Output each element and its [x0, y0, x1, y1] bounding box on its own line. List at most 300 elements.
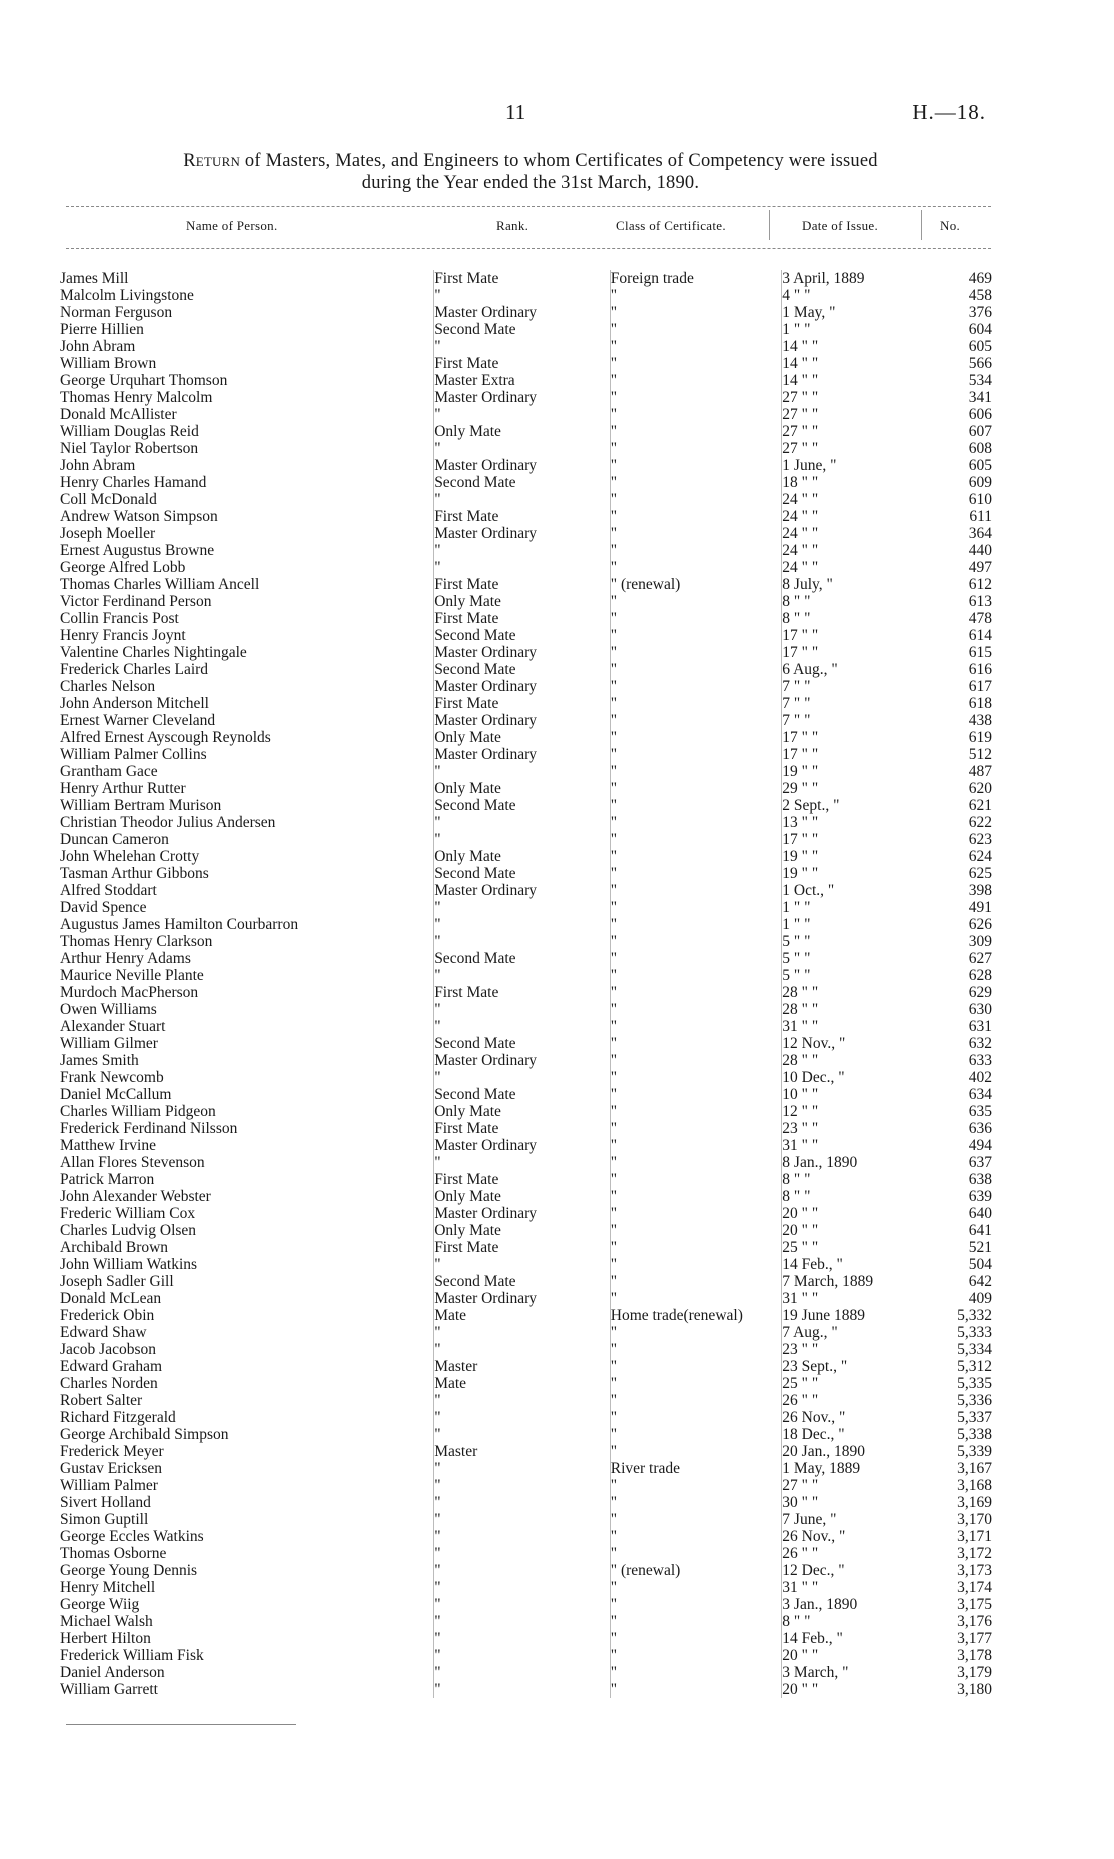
- cell-no: 624: [968, 848, 992, 865]
- cell-rank: Master: [434, 1443, 611, 1460]
- table-row: [60, 1103, 992, 1120]
- cell-rank: ": [434, 933, 611, 950]
- cell-name: Joseph Moeller: [60, 525, 156, 542]
- cell-date: 24 " ": [782, 525, 933, 542]
- cell-no: 628: [968, 967, 992, 984]
- cell-name: Henry Mitchell: [60, 1579, 156, 1596]
- cell-name: Michael Walsh: [60, 1613, 153, 1630]
- cell-rank: Second Mate: [434, 1086, 611, 1103]
- cell-rank: Master: [434, 1358, 611, 1375]
- cell-rank: ": [434, 406, 611, 423]
- table-row: [60, 1307, 992, 1324]
- cell-rank: ": [434, 1664, 611, 1681]
- table-row: [60, 848, 992, 865]
- cell-rank: ": [434, 1069, 611, 1086]
- cell-cls: ": [610, 1086, 782, 1103]
- cell-name: William Palmer Collins: [60, 746, 207, 763]
- cell-date: 20 " ": [782, 1222, 933, 1239]
- cell-cls: ": [610, 1035, 782, 1052]
- cell-cls: ": [610, 950, 782, 967]
- cell-cls: ": [610, 610, 782, 627]
- cell-no: 3,175: [957, 1596, 992, 1613]
- cell-name: John Abram: [60, 338, 136, 355]
- cell-rank: Only Mate: [434, 1103, 611, 1120]
- cell-cls: ": [610, 712, 782, 729]
- title-line2: during the Year ended the 31st March, 1890.: [361, 173, 700, 193]
- cell-date: 2 Sept., ": [782, 797, 933, 814]
- table-row: [60, 287, 992, 304]
- cell-no: 521: [968, 1239, 992, 1256]
- cell-cls: ": [610, 1664, 782, 1681]
- cell-rank: ": [434, 1562, 611, 1579]
- table-row: [60, 406, 992, 423]
- cell-cls: ": [610, 1426, 782, 1443]
- cell-name: Malcolm Livingstone: [60, 287, 194, 304]
- cell-name: John William Watkins: [60, 1256, 198, 1273]
- cell-date: 1 June, ": [782, 457, 933, 474]
- table-row: [60, 491, 992, 508]
- cell-cls: ": [610, 593, 782, 610]
- cell-rank: Master Ordinary: [434, 882, 611, 899]
- cell-cls: " (renewal): [610, 576, 782, 593]
- cell-no: 611: [969, 508, 992, 525]
- cell-rank: Master Ordinary: [434, 746, 611, 763]
- cell-name: Owen Williams: [60, 1001, 157, 1018]
- cell-no: 609: [968, 474, 992, 491]
- cell-no: 626: [968, 916, 992, 933]
- cell-date: 26 " ": [782, 1545, 933, 1562]
- cell-rank: ": [434, 814, 611, 831]
- cell-rank: ": [434, 1494, 611, 1511]
- cell-name: James Smith: [60, 1052, 139, 1069]
- cell-date: 17 " ": [782, 627, 933, 644]
- cell-rank: ": [434, 1596, 611, 1613]
- table-row: [60, 1528, 992, 1545]
- cell-date: 6 Aug., ": [782, 661, 933, 678]
- cell-date: 31 " ": [782, 1579, 933, 1596]
- table-row: [60, 525, 992, 542]
- cell-name: Andrew Watson Simpson: [60, 508, 218, 525]
- cell-rank: ": [434, 1613, 611, 1630]
- cell-cls: ": [610, 848, 782, 865]
- cell-date: 17 " ": [782, 831, 933, 848]
- cell-no: 478: [968, 610, 992, 627]
- cell-rank: First Mate: [434, 576, 611, 593]
- cell-rank: ": [434, 491, 611, 508]
- cell-no: 632: [968, 1035, 992, 1052]
- cell-date: 7 " ": [782, 712, 933, 729]
- cell-cls: ": [610, 1052, 782, 1069]
- table-row: [60, 1324, 992, 1341]
- cell-date: 23 " ": [782, 1341, 933, 1358]
- cell-cls: " (renewal): [610, 1562, 782, 1579]
- cell-no: 3,177: [957, 1630, 992, 1647]
- table-row: [60, 678, 992, 695]
- cell-cls: ": [610, 814, 782, 831]
- cell-rank: First Mate: [434, 695, 611, 712]
- table-row: [60, 593, 992, 610]
- table-row: [60, 1239, 992, 1256]
- table-row: [60, 1545, 992, 1562]
- cell-name: Charles Norden: [60, 1375, 158, 1392]
- table-row: [60, 1341, 992, 1358]
- table-row: [60, 763, 992, 780]
- cell-name: Murdoch MacPherson: [60, 984, 199, 1001]
- table-row: [60, 1511, 992, 1528]
- cell-cls: ": [610, 746, 782, 763]
- cell-no: 3,167: [957, 1460, 992, 1477]
- cell-cls: ": [610, 491, 782, 508]
- cell-name: William Gilmer: [60, 1035, 158, 1052]
- cell-no: 376: [968, 304, 992, 321]
- cell-no: 3,176: [957, 1613, 992, 1630]
- table-row: [60, 1630, 992, 1647]
- cell-date: 26 " ": [782, 1392, 933, 1409]
- cell-rank: Master Ordinary: [434, 678, 611, 695]
- cell-name: Charles William Pidgeon: [60, 1103, 216, 1120]
- cell-rank: ": [434, 899, 611, 916]
- cell-rank: ": [434, 1647, 611, 1664]
- cell-date: 1 May, 1889: [782, 1460, 933, 1477]
- table-row: [60, 712, 992, 729]
- table-row: [60, 1477, 992, 1494]
- cell-cls: ": [610, 474, 782, 491]
- table-row: [60, 695, 992, 712]
- cell-name: Pierre Hillien: [60, 321, 144, 338]
- cell-rank: ": [434, 1477, 611, 1494]
- table-row: [60, 899, 992, 916]
- cell-no: 504: [968, 1256, 992, 1273]
- cell-date: 31 " ": [782, 1290, 933, 1307]
- cell-no: 5,339: [957, 1443, 992, 1460]
- cell-rank: First Mate: [434, 1239, 611, 1256]
- cell-rank: ": [434, 1324, 611, 1341]
- cell-rank: ": [434, 1409, 611, 1426]
- cell-date: 1 " ": [782, 916, 933, 933]
- cell-rank: Only Mate: [434, 1188, 611, 1205]
- cell-name: Tasman Arthur Gibbons: [60, 865, 209, 882]
- cell-no: 610: [968, 491, 992, 508]
- cell-cls: ": [610, 1069, 782, 1086]
- cell-cls: ": [610, 1511, 782, 1528]
- cell-date: 7 March, 1889: [782, 1273, 933, 1290]
- table-title: [68, 150, 993, 194]
- cell-date: 18 Dec., ": [782, 1426, 933, 1443]
- cell-no: 566: [968, 355, 992, 372]
- cell-name: Charles Ludvig Olsen: [60, 1222, 197, 1239]
- cell-rank: Master Ordinary: [434, 712, 611, 729]
- cell-rank: ": [434, 1392, 611, 1409]
- cell-rank: ": [434, 1681, 611, 1698]
- cell-rank: First Mate: [434, 508, 611, 525]
- cell-name: Charles Nelson: [60, 678, 156, 695]
- cell-name: Henry Charles Hamand: [60, 474, 207, 491]
- cell-cls: ": [610, 1647, 782, 1664]
- cell-date: 27 " ": [782, 423, 933, 440]
- cell-cls: ": [610, 1613, 782, 1630]
- cell-name: George Wiig: [60, 1596, 140, 1613]
- cell-no: 637: [968, 1154, 992, 1171]
- cell-rank: ": [434, 1630, 611, 1647]
- cell-no: 622: [968, 814, 992, 831]
- cell-date: 17 " ": [782, 729, 933, 746]
- cell-cls: ": [610, 1001, 782, 1018]
- cell-no: 3,180: [957, 1681, 992, 1698]
- table-row: [60, 1069, 992, 1086]
- cell-date: 8 " ": [782, 1613, 933, 1630]
- cell-no: 642: [968, 1273, 992, 1290]
- cell-rank: Only Mate: [434, 729, 611, 746]
- table-row: [60, 1392, 992, 1409]
- cell-no: 605: [968, 457, 992, 474]
- table-row: [60, 474, 992, 491]
- cell-date: 28 " ": [782, 1001, 933, 1018]
- cell-rank: ": [434, 763, 611, 780]
- cell-cls: ": [610, 1018, 782, 1035]
- table-row: [60, 559, 992, 576]
- table-row: [60, 1647, 992, 1664]
- cell-name: Coll McDonald: [60, 491, 157, 508]
- cell-cls: ": [610, 1630, 782, 1647]
- cell-no: 618: [968, 695, 992, 712]
- cell-no: 409: [968, 1290, 992, 1307]
- table-row: [60, 1171, 992, 1188]
- cell-no: 605: [968, 338, 992, 355]
- cell-cls: ": [610, 508, 782, 525]
- table-row: [60, 661, 992, 678]
- cell-no: 487: [968, 763, 992, 780]
- table-row: [60, 933, 992, 950]
- cell-name: Daniel McCallum: [60, 1086, 172, 1103]
- cell-name: Donald McAllister: [60, 406, 177, 423]
- cell-rank: Second Mate: [434, 865, 611, 882]
- cell-rank: Second Mate: [434, 950, 611, 967]
- cell-rank: First Mate: [434, 355, 611, 372]
- cell-cls: ": [610, 440, 782, 457]
- cell-rank: ": [434, 542, 611, 559]
- cell-no: 614: [968, 627, 992, 644]
- cell-cls: ": [610, 304, 782, 321]
- cell-cls: ": [610, 1579, 782, 1596]
- cell-date: 14 " ": [782, 355, 933, 372]
- cell-rank: Only Mate: [434, 1222, 611, 1239]
- cell-no: 5,335: [957, 1375, 992, 1392]
- cell-date: 27 " ": [782, 1477, 933, 1494]
- cell-cls: ": [610, 542, 782, 559]
- cell-date: 8 " ": [782, 1171, 933, 1188]
- table-row: [60, 644, 992, 661]
- cell-name: Joseph Sadler Gill: [60, 1273, 174, 1290]
- cell-cls: Home trade(renewal): [610, 1307, 782, 1324]
- cell-date: 23 Sept., ": [782, 1358, 933, 1375]
- cell-cls: ": [610, 695, 782, 712]
- table-row: [60, 1494, 992, 1511]
- cell-rank: ": [434, 916, 611, 933]
- cell-no: 5,334: [957, 1341, 992, 1358]
- table-row: [60, 1035, 992, 1052]
- table-row: [60, 440, 992, 457]
- cell-no: 5,337: [957, 1409, 992, 1426]
- cell-no: 635: [968, 1103, 992, 1120]
- cell-no: 627: [968, 950, 992, 967]
- cell-name: Thomas Henry Malcolm: [60, 389, 213, 406]
- cell-cls: ": [610, 338, 782, 355]
- cell-date: 7 " ": [782, 695, 933, 712]
- cell-no: 631: [968, 1018, 992, 1035]
- cell-cls: ": [610, 967, 782, 984]
- cell-rank: Second Mate: [434, 1273, 611, 1290]
- cell-no: 5,312: [957, 1358, 992, 1375]
- cell-name: Augustus James Hamilton Courbarron: [60, 916, 299, 933]
- cell-rank: ": [434, 1511, 611, 1528]
- title-rest: of Masters, Mates, and Engineers to whom Certificates of Competency were issued: [240, 151, 878, 171]
- cell-name: Allan Flores Stevenson: [60, 1154, 205, 1171]
- cell-rank: ": [434, 440, 611, 457]
- cell-cls: ": [610, 1324, 782, 1341]
- cell-no: 5,333: [957, 1324, 992, 1341]
- cell-name: Alfred Ernest Ayscough Reynolds: [60, 729, 271, 746]
- cell-date: 7 June, ": [782, 1511, 933, 1528]
- cell-name: Donald McLean: [60, 1290, 162, 1307]
- cell-rank: First Mate: [434, 1171, 611, 1188]
- cell-name: Grantham Gace: [60, 763, 158, 780]
- cell-rank: First Mate: [434, 1120, 611, 1137]
- cell-cls: ": [610, 355, 782, 372]
- cell-date: 5 " ": [782, 950, 933, 967]
- cell-name: George Alfred Lobb: [60, 559, 186, 576]
- cell-cls: ": [610, 321, 782, 338]
- table-row: [60, 797, 992, 814]
- cell-name: David Spence: [60, 899, 147, 916]
- col-header-class: Class of Certificate.: [616, 218, 726, 233]
- cell-date: 10 " ": [782, 1086, 933, 1103]
- table-row: [60, 1086, 992, 1103]
- cell-cls: ": [610, 882, 782, 899]
- cell-cls: ": [610, 287, 782, 304]
- cell-rank: ": [434, 831, 611, 848]
- table-row: [60, 423, 992, 440]
- table-row: [60, 882, 992, 899]
- page-number: 11: [505, 100, 526, 124]
- cell-cls: ": [610, 1273, 782, 1290]
- cell-no: 630: [968, 1001, 992, 1018]
- cell-name: Valentine Charles Nightingale: [60, 644, 247, 661]
- cell-cls: ": [610, 933, 782, 950]
- cell-cls: ": [610, 1137, 782, 1154]
- cell-rank: Master Ordinary: [434, 525, 611, 542]
- table-row: [60, 1018, 992, 1035]
- cell-no: 608: [968, 440, 992, 457]
- header-top-rule: [66, 206, 991, 207]
- cell-date: 1 " ": [782, 899, 933, 916]
- cell-cls: ": [610, 916, 782, 933]
- cell-name: John Whelehan Crotty: [60, 848, 200, 865]
- cell-rank: Second Mate: [434, 474, 611, 491]
- table-row: [60, 1409, 992, 1426]
- cell-name: Collin Francis Post: [60, 610, 179, 627]
- table-row: [60, 831, 992, 848]
- table-row: [60, 1273, 992, 1290]
- cell-name: Simon Guptill: [60, 1511, 149, 1528]
- cell-date: 24 " ": [782, 491, 933, 508]
- cell-date: 10 Dec., ": [782, 1069, 933, 1086]
- cell-rank: ": [434, 1018, 611, 1035]
- cell-cls: ": [610, 1290, 782, 1307]
- table-row: [60, 916, 992, 933]
- cell-no: 438: [968, 712, 992, 729]
- cell-cls: ": [610, 1205, 782, 1222]
- cell-rank: Second Mate: [434, 627, 611, 644]
- cell-date: 31 " ": [782, 1018, 933, 1035]
- cell-rank: ": [434, 1341, 611, 1358]
- cell-cls: ": [610, 899, 782, 916]
- cell-name: Matthew Irvine: [60, 1137, 156, 1154]
- cell-cls: ": [610, 559, 782, 576]
- cell-cls: ": [610, 865, 782, 882]
- cell-name: Robert Salter: [60, 1392, 143, 1409]
- cell-no: 620: [968, 780, 992, 797]
- cell-cls: ": [610, 406, 782, 423]
- table-row: [60, 1426, 992, 1443]
- col-header-name: Name of Person.: [186, 218, 278, 233]
- cell-date: 14 Feb., ": [782, 1256, 933, 1273]
- table-row: [60, 814, 992, 831]
- certificates-table: [60, 270, 992, 1698]
- cell-cls: ": [610, 372, 782, 389]
- cell-no: 3,178: [957, 1647, 992, 1664]
- cell-name: Christian Theodor Julius Andersen: [60, 814, 276, 831]
- cell-date: 20 " ": [782, 1681, 933, 1698]
- cell-rank: ": [434, 1460, 611, 1477]
- header-divider: [769, 210, 770, 240]
- cell-name: Norman Ferguson: [60, 304, 173, 321]
- cell-cls: ": [610, 457, 782, 474]
- cell-name: Frank Newcomb: [60, 1069, 164, 1086]
- table-row: [60, 1613, 992, 1630]
- cell-rank: ": [434, 1154, 611, 1171]
- table-row: [60, 1375, 992, 1392]
- col-header-rank: Rank.: [496, 218, 529, 233]
- cell-rank: ": [434, 1426, 611, 1443]
- cell-rank: First Mate: [434, 984, 611, 1001]
- cell-rank: Master Ordinary: [434, 304, 611, 321]
- cell-no: 364: [968, 525, 992, 542]
- cell-name: Alexander Stuart: [60, 1018, 166, 1035]
- cell-name: Henry Arthur Rutter: [60, 780, 186, 797]
- cell-cls: ": [610, 1596, 782, 1613]
- cell-no: 3,172: [957, 1545, 992, 1562]
- cell-no: 629: [968, 984, 992, 1001]
- table-row: [60, 304, 992, 321]
- cell-cls: ": [610, 1103, 782, 1120]
- cell-name: Herbert Hilton: [60, 1630, 151, 1647]
- cell-no: 636: [968, 1120, 992, 1137]
- cell-cls: ": [610, 1358, 782, 1375]
- cell-date: 19 " ": [782, 848, 933, 865]
- cell-date: 13 " ": [782, 814, 933, 831]
- cell-no: 616: [968, 661, 992, 678]
- cell-cls: ": [610, 1222, 782, 1239]
- cell-rank: Only Mate: [434, 848, 611, 865]
- cell-no: 497: [968, 559, 992, 576]
- cell-name: Patrick Marron: [60, 1171, 155, 1188]
- cell-no: 469: [968, 270, 992, 287]
- cell-cls: ": [610, 763, 782, 780]
- table-row: [60, 1222, 992, 1239]
- cell-date: 25 " ": [782, 1239, 933, 1256]
- cell-no: 621: [968, 797, 992, 814]
- cell-date: 20 " ": [782, 1647, 933, 1664]
